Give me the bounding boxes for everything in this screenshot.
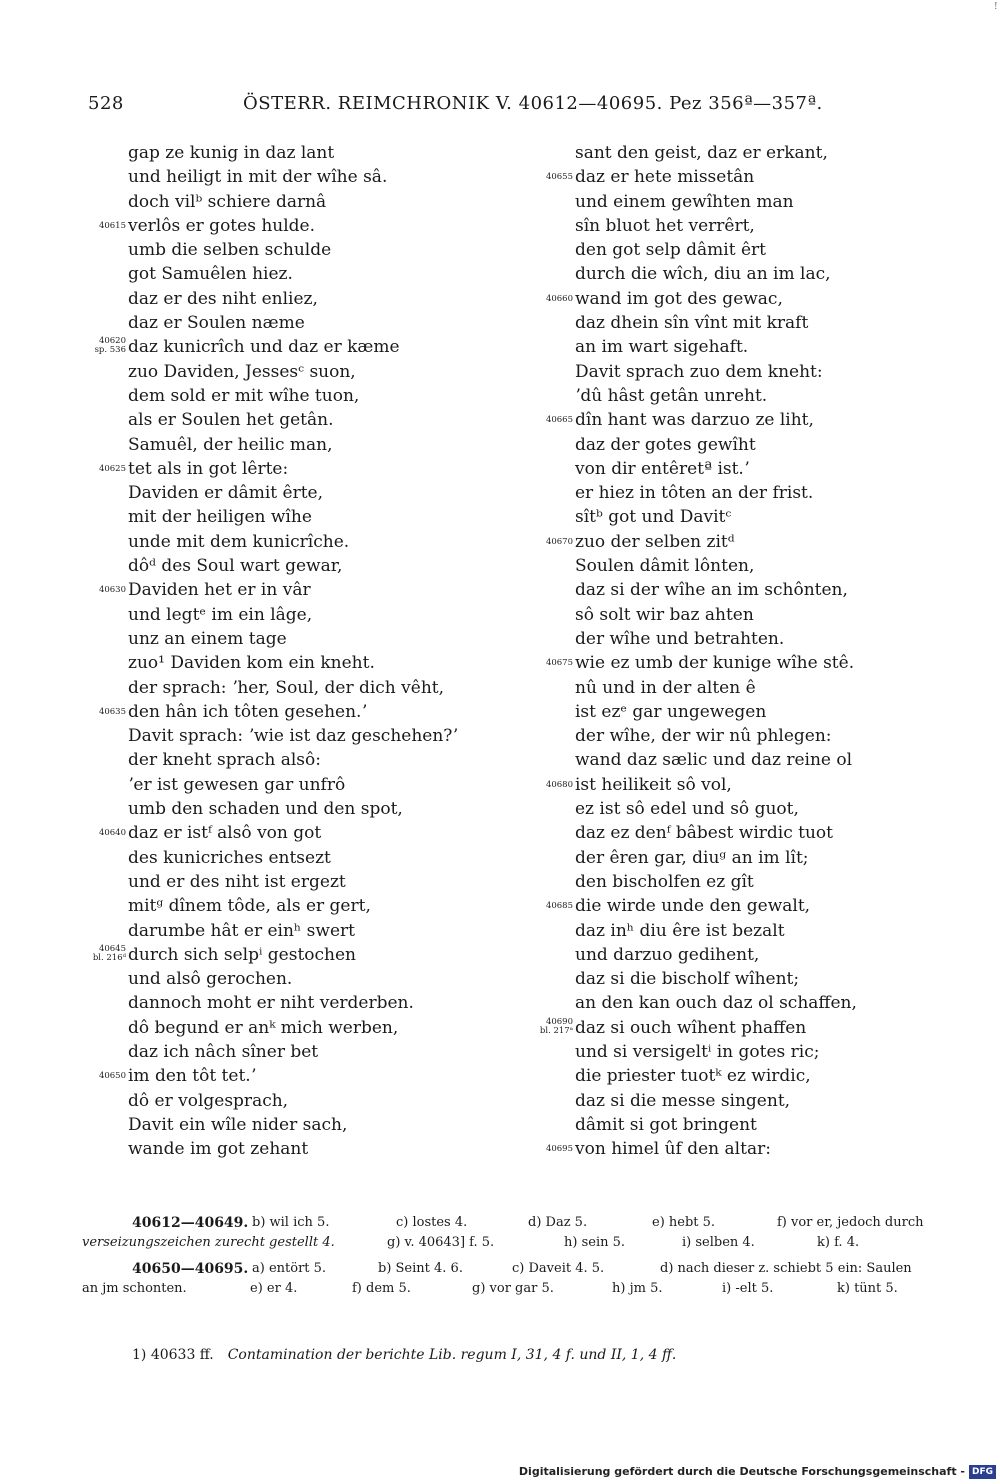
verse-line [527, 214, 957, 238]
verse-line [527, 481, 957, 505]
verse-text: dâmit si got bringent [575, 1114, 757, 1135]
verse-line [527, 846, 957, 870]
page-ref: sp. 536 [94, 345, 126, 356]
verse-text: daz si die bischolf wîhent; [575, 969, 800, 990]
verse-text: Davit sprach: ʼwie ist daz geschehen?ʼ [128, 726, 458, 747]
verse-line [527, 919, 957, 943]
verse-text: als er Soulen het getân. [128, 410, 334, 431]
verse-line [527, 1137, 957, 1161]
verse-text: den hân ich tôten gesehen.ʼ [128, 701, 367, 722]
verse-number: 40620 sp. 536 [80, 337, 126, 355]
verse-text: daz si der wîhe an im schônten, [575, 580, 848, 601]
apparatus-note: verseizungszeichen zurecht gestellt 4. [82, 1235, 335, 1250]
verse-text: umb den schaden und den spot, [128, 799, 403, 820]
verse-line [80, 408, 510, 432]
verse-line [527, 530, 957, 554]
verse-line [80, 481, 510, 505]
verse-line [80, 335, 510, 359]
verse-text: die wirde unde den gewalt, [575, 896, 811, 917]
verse-number: 40665 [545, 415, 573, 426]
apparatus-line [82, 1213, 947, 1233]
verse-line [527, 190, 957, 214]
verse-text: und einem gewîhten man [575, 191, 794, 212]
verse-text: got Samuêlen hiez. [128, 264, 293, 285]
verse-text: Davit ein wîle nider sach, [128, 1114, 348, 1135]
verse-line [527, 894, 957, 918]
apparatus-note: k) tünt 5. [837, 1281, 898, 1296]
verse-text: ʼer ist gewesen gar unfrô [128, 774, 346, 795]
verse-text: des kunicriches entsezt [128, 847, 331, 868]
verse-text: unde mit dem kunicrîche. [128, 531, 350, 552]
verse-text: und alsô gerochen. [128, 969, 293, 990]
dfg-logo-icon: DFG [969, 1465, 996, 1479]
apparatus-note: d) Daz 5. [528, 1215, 588, 1230]
verse-text: unz an einem tage [128, 628, 287, 649]
verse-text: Davit sprach zuo dem kneht: [575, 361, 823, 382]
verse-line [527, 287, 957, 311]
verse-number: 40670 [545, 536, 573, 547]
left-verse-column [80, 141, 510, 1161]
verse-text: und legtᵉ im ein lâge, [128, 604, 313, 625]
verse-text: wie ez umb der kunige wîhe stê. [575, 653, 855, 674]
verse-text: und er des niht ist ergezt [128, 871, 346, 892]
verse-line [527, 603, 957, 627]
verse-line [80, 991, 510, 1015]
verse-text: der wîhe und betrahten. [575, 628, 785, 649]
verse-text: doch vilᵇ schiere darnâ [128, 191, 327, 212]
verse-line [527, 748, 957, 772]
verse-text: durch die wîch, diu an im lac, [575, 264, 831, 285]
verse-text: Soulen dâmit lônten, [575, 556, 755, 577]
verse-text: Samuêl, der heilic man, [128, 434, 333, 455]
verse-text: daz er des niht enliez, [128, 288, 318, 309]
verse-line [527, 724, 957, 748]
verse-line [527, 1040, 957, 1064]
verse-number: 40675 [545, 658, 573, 669]
verse-text: an den kan ouch daz ol schaffen, [575, 993, 857, 1014]
verse-line [527, 943, 957, 967]
verse-line [527, 700, 957, 724]
verse-line [527, 651, 957, 675]
verse-text: der wîhe, der wir nû phlegen: [575, 726, 832, 747]
verse-text: daz inʰ diu êre ist bezalt [575, 920, 785, 941]
apparatus-note: c) lostes 4. [396, 1215, 468, 1230]
verse-number: 40660 [545, 293, 573, 304]
verse-line [80, 530, 510, 554]
verse-text: ist ezᵉ gar ungewegen [575, 701, 767, 722]
verse-line [80, 724, 510, 748]
verse-text: sô solt wir baz ahten [575, 604, 754, 625]
verse-number: 40630 [98, 585, 126, 596]
apparatus-note: g) vor gar 5. [472, 1281, 554, 1296]
verse-line [80, 287, 510, 311]
verse-line [80, 384, 510, 408]
verse-line [80, 846, 510, 870]
verse-line [80, 676, 510, 700]
verse-text: die priester tuotᵏ ez wirdic, [575, 1066, 811, 1087]
verse-number: 40645 bl. 216ᵈ [80, 945, 126, 963]
verse-text: daz ich nâch sîner bet [128, 1041, 319, 1062]
verse-text: der kneht sprach alsô: [128, 750, 321, 771]
page-ref: bl. 217ᵃ [539, 1025, 573, 1036]
page-edge-mark: ! [994, 2, 998, 12]
verse-number: 40615 [98, 220, 126, 231]
verse-line [527, 870, 957, 894]
apparatus-note: e) er 4. [250, 1281, 298, 1296]
verse-line [527, 1064, 957, 1088]
verse-text: dem sold er mit wîhe tuon, [128, 385, 360, 406]
verse-text: zuo¹ Daviden kom ein kneht. [128, 653, 375, 674]
verse-text: und darzuo gedihent, [575, 944, 760, 965]
verse-text: verlôs er gotes hulde. [128, 215, 315, 236]
verse-text: den bischolfen ez gît [575, 871, 754, 892]
verse-line [80, 797, 510, 821]
verse-line [527, 676, 957, 700]
verse-line [527, 773, 957, 797]
verse-number: 40695 [545, 1144, 573, 1155]
page-header [88, 93, 823, 117]
verse-line [527, 1016, 957, 1040]
apparatus-note: an jm schonten. [82, 1281, 187, 1296]
verse-line [80, 603, 510, 627]
verse-text: dannoch moht er niht verderben. [128, 993, 414, 1014]
verse-line [527, 1113, 957, 1137]
verse-text: sant den geist, daz er erkant, [575, 143, 828, 163]
verse-text: daz der gotes gewîht [575, 434, 756, 455]
apparatus-note: g) v. 40643] f. 5. [387, 1235, 495, 1250]
verse-text: wand im got des gewac, [575, 288, 783, 309]
verse-number: 40650 [98, 1071, 126, 1082]
verse-text: an im wart sigehaft. [575, 337, 749, 358]
apparatus-note: a) entört 5. [252, 1261, 327, 1276]
page-number: 528 [88, 93, 124, 114]
verse-text: daz ez denᶠ bâbest wirdic tuot [575, 823, 833, 844]
verse-number: 40635 [98, 706, 126, 717]
verse-text: daz kunicrîch und daz er kæme [128, 337, 400, 358]
verse-line [527, 797, 957, 821]
verse-text: wand daz sælic und daz reine ol [575, 750, 853, 771]
verse-text: mitᵍ dînem tôde, als er gert, [128, 896, 371, 917]
verse-text: umb die selben schulde [128, 240, 332, 261]
apparatus-range: 40612—40649. [132, 1215, 249, 1231]
verse-line [527, 821, 957, 845]
apparatus-line [82, 1233, 947, 1253]
apparatus-note: b) wil ich 5. [252, 1215, 330, 1230]
verse-line [80, 578, 510, 602]
apparatus-note: f) dem 5. [352, 1281, 411, 1296]
apparatus-note: h) sein 5. [564, 1235, 626, 1250]
apparatus-note: b) Seint 4. 6. [378, 1261, 463, 1276]
verse-text: den got selp dâmit êrt [575, 240, 766, 261]
verse-text: mit der heiligen wîhe [128, 507, 312, 528]
apparatus-note: i) -elt 5. [722, 1281, 774, 1296]
verse-text: im den tôt tet.ʼ [128, 1066, 257, 1087]
verse-text: Daviden er dâmit êrte, [128, 483, 323, 504]
verse-line [80, 627, 510, 651]
verse-text: Daviden het er in vâr [128, 580, 311, 601]
verse-text: nû und in der alten ê [575, 677, 756, 698]
verse-line [527, 554, 957, 578]
verse-text: daz er istᶠ alsô von got [128, 823, 322, 844]
verse-text: darumbe hât er einʰ swert [128, 920, 355, 941]
verse-line [80, 821, 510, 845]
verse-line [527, 384, 957, 408]
verse-line [527, 141, 957, 165]
verse-line [527, 433, 957, 457]
verse-number: 40640 [98, 828, 126, 839]
verse-number: 40690 bl. 217ᵃ [527, 1018, 573, 1036]
verse-line [80, 943, 510, 967]
verse-text: dôᵈ des Soul wart gewar, [128, 556, 343, 577]
verse-line [80, 1113, 510, 1137]
verse-number: 40625 [98, 463, 126, 474]
verse-text: durch sich selpⁱ gestochen [128, 944, 357, 965]
apparatus-line [82, 1259, 947, 1279]
verse-line [80, 360, 510, 384]
verse-text: sîn bluot het verrêrt, [575, 215, 755, 236]
apparatus-note: f) vor er, jedoch durch [777, 1215, 924, 1230]
apparatus-note: c) Daveit 4. 5. [512, 1261, 605, 1276]
verse-line [80, 773, 510, 797]
verse-line [527, 991, 957, 1015]
apparatus-range: 40650—40695. [132, 1261, 249, 1277]
verse-text: ez ist sô edel und sô guot, [575, 799, 799, 820]
verse-line [527, 1089, 957, 1113]
running-title: ÖSTERR. REIMCHRONIK V. 40612—40695. Pez 356ª—357ª. [243, 93, 823, 114]
right-verse-column [527, 141, 957, 1161]
verse-line [80, 700, 510, 724]
verse-line [527, 627, 957, 651]
credit-text: Digitalisierung gefördert durch die Deutsche Forschungsgemeinschaft - [518, 1465, 965, 1478]
verse-line [80, 457, 510, 481]
page-ref: bl. 216ᵈ [92, 952, 126, 963]
verse-line [527, 408, 957, 432]
verse-line [527, 578, 957, 602]
verse-line [527, 262, 957, 286]
verse-line [80, 894, 510, 918]
verse-line [80, 1064, 510, 1088]
verse-text: daz si ouch wîhent phaffen [575, 1017, 807, 1038]
verse-text: daz dhein sîn vînt mit kraft [575, 313, 809, 334]
verse-text: der êren gar, diuᵍ an im lît; [575, 847, 809, 868]
verse-number: 40680 [545, 779, 573, 790]
verse-line [527, 457, 957, 481]
verse-text: dô begund er anᵏ mich werben, [128, 1017, 399, 1038]
verse-text: daz er Soulen næme [128, 313, 305, 334]
verse-line [80, 1137, 510, 1161]
footnote-ref: 1) 40633 ff. [132, 1347, 214, 1363]
verse-line [80, 505, 510, 529]
verse-line [80, 262, 510, 286]
verse-text: daz er hete missetân [575, 167, 755, 188]
verse-text: tet als in got lêrte: [128, 458, 289, 479]
verse-line [80, 311, 510, 335]
verse-text: der sprach: ʼher, Soul, der dich vêht, [128, 677, 445, 698]
verse-line [80, 1089, 510, 1113]
apparatus-note: e) hebt 5. [652, 1215, 716, 1230]
verse-line [80, 214, 510, 238]
verse-text: ist heilikeit sô vol, [575, 774, 732, 795]
verse-line [80, 141, 510, 165]
verse-line [527, 967, 957, 991]
verse-line [527, 165, 957, 189]
verse-line [80, 919, 510, 943]
footnote [132, 1347, 676, 1363]
verse-text: von himel ûf den altar: [575, 1139, 771, 1160]
verse-text: dô er volgesprach, [128, 1090, 289, 1111]
verse-text: dîn hant was darzuo ze liht, [575, 410, 814, 431]
verse-line [80, 1016, 510, 1040]
verse-text: gap ze kunig in daz lant [128, 143, 335, 163]
verse-line [80, 433, 510, 457]
verse-text: zuo der selben zitᵈ [575, 531, 735, 552]
verse-line [80, 870, 510, 894]
apparatus-line [82, 1279, 947, 1299]
footnote-text: Contamination der berichte Lib. regum I, 31, 4 f. und II, 1, 4 ff. [227, 1347, 677, 1363]
verse-line [527, 360, 957, 384]
verse-number: 40655 [545, 172, 573, 183]
verse-line [527, 311, 957, 335]
verse-line [80, 165, 510, 189]
verse-line [80, 1040, 510, 1064]
verse-line [527, 335, 957, 359]
verse-text: und si versigeltⁱ in gotes ric; [575, 1041, 820, 1062]
verse-text: und heiligt in mit der wîhe sâ. [128, 167, 388, 188]
apparatus-note: i) selben 4. [682, 1235, 755, 1250]
verse-text: wande im got zehant [128, 1139, 309, 1160]
critical-apparatus [82, 1213, 947, 1299]
digitization-credit [519, 1464, 996, 1479]
verse-text: sîtᵇ got und Davitᶜ [575, 507, 732, 528]
verse-line [80, 651, 510, 675]
verse-line [80, 748, 510, 772]
verse-line [80, 190, 510, 214]
verse-line [80, 554, 510, 578]
verse-text: ʼdû hâst getân unreht. [575, 385, 768, 406]
verse-text: daz si die messe singent, [575, 1090, 791, 1111]
apparatus-note: d) nach dieser z. schiebt 5 ein: Saulen [660, 1261, 912, 1276]
verse-line [80, 967, 510, 991]
apparatus-note: k) f. 4. [817, 1235, 860, 1250]
verse-number: 40685 [545, 901, 573, 912]
verse-line [80, 238, 510, 262]
apparatus-note: h) jm 5. [612, 1281, 663, 1296]
verse-text: von dir entêretª ist.ʼ [575, 458, 750, 479]
verse-line [527, 238, 957, 262]
verse-text: zuo Daviden, Jessesᶜ suon, [128, 361, 356, 382]
verse-line [527, 505, 957, 529]
verse-text: er hiez in tôten an der frist. [575, 483, 814, 504]
